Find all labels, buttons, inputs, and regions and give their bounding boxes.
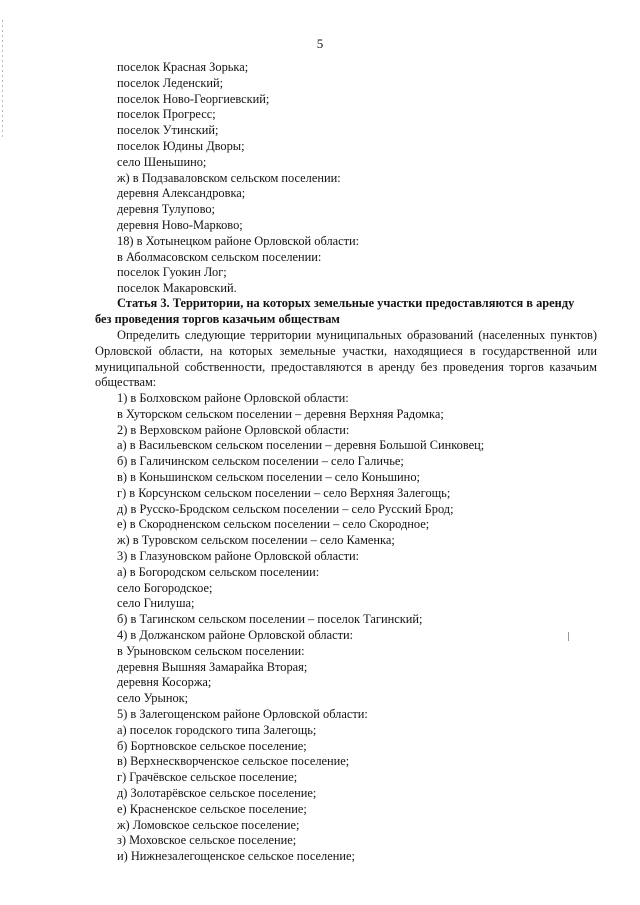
article-paragraph (95, 328, 597, 391)
list-line: 1) в Болховском районе Орловской области: (117, 391, 349, 405)
list-line: поселок Прогресс; (117, 107, 216, 122)
list-line: а) в Васильевском сельском поселении – деревня Большой Синковец; (117, 438, 485, 453)
list-line: 3) в Глазуновском районе Орловской области: (117, 548, 360, 563)
list-line: поселок Гуокин Лог; (117, 265, 227, 280)
list-line: деревня Тулупово; (117, 202, 215, 217)
list-line: а) поселок городского типа Залегощь; (117, 722, 317, 737)
list-line: г) Грачёвское сельское поселение; (117, 770, 298, 785)
list-line: 4) в Должанском районе Орловской области: (117, 627, 354, 642)
list-line: б) в Галичинском сельском поселении – село Галичье; (117, 454, 404, 469)
list-line: е) Красненское сельское поселение; (117, 801, 307, 816)
list-line: 2) в Верховском районе Орловской области: (117, 422, 350, 437)
article-paragraph-text: Определить следующие территории муниципальных образований (населенных пунктов) Орловской области, на которых земельные участки, находящиеся в государственной или муниципальной собственности, предоставляются в аренду без проведения торгов казачьим обществам: (95, 328, 597, 390)
list-line: а) в Богородском сельском поселении: (117, 564, 320, 579)
list-line: и) Нижнезалегощенское сельское поселение; (117, 849, 355, 864)
list-line: деревня Ново-Марково; (117, 217, 243, 232)
article-heading-line: Статья 3. Территории, на которых земельные участки предоставляются в аренду (117, 296, 575, 310)
list-line: в) Верхнескворченское сельское поселение; (117, 754, 350, 769)
list-line: поселок Утинский; (117, 123, 219, 138)
list-line: ж) в Подзаваловском сельском поселении: (117, 170, 341, 185)
list-line: деревня Александровка; (117, 186, 246, 201)
list-line: б) Бортновское сельское поселение; (117, 738, 307, 753)
list-line: село Урынок; (117, 691, 189, 706)
list-line: село Гнилуша; (117, 596, 195, 611)
list-line: е) в Скородненском сельском поселении – село Скородное; (117, 517, 430, 532)
list-line: ж) Ломовское сельское поселение; (117, 817, 300, 832)
list-line: д) Золотарёвское сельское поселение; (117, 785, 317, 800)
list-line: б) в Тагинском сельском поселении – поселок Тагинский; (117, 612, 423, 627)
list-line: поселок Юдины Дворы; (117, 138, 245, 153)
article-heading-line: без проведения торгов казачьим обществам (95, 311, 340, 326)
list-line: в) в Коньшинском сельском поселении – село Коньшино; (117, 469, 420, 484)
list-line: село Богородское; (117, 580, 213, 595)
list-line: г) в Корсунском сельском поселении – село Верхняя Залегощь; (117, 485, 451, 500)
list-line: з) Моховское сельское поселение; (117, 833, 297, 848)
list-line: д) в Русско-Бродском сельском поселении – село Русский Брод; (117, 501, 454, 516)
list-line: поселок Красная Зорька; (117, 60, 249, 74)
list-line: ж) в Туровском сельском поселении – село Каменка; (117, 533, 395, 548)
article-heading (95, 296, 597, 328)
list-line: деревня Вышняя Замарайка Вторая; (117, 659, 308, 674)
list-line: поселок Леденский; (117, 75, 224, 90)
settlement-list-top (117, 60, 597, 297)
list-line: в Аболмасовском сельском поселении: (117, 249, 322, 264)
settlement-list-bottom (117, 391, 597, 865)
list-line: 18) в Хотынецком районе Орловской области: (117, 233, 360, 248)
list-line: в Урыновском сельском поселении: (117, 643, 305, 658)
list-line: поселок Ново-Георгиевский; (117, 91, 270, 106)
list-line: деревня Косоржа; (117, 675, 212, 690)
list-line: село Шеньшино; (117, 154, 207, 169)
list-line: в Хуторском сельском поселении – деревня Верхняя Радомка; (117, 406, 444, 421)
list-line: 5) в Залегощенском районе Орловской области: (117, 706, 368, 721)
list-line: поселок Макаровский. (117, 281, 237, 296)
page-number: 5 (316, 36, 324, 51)
